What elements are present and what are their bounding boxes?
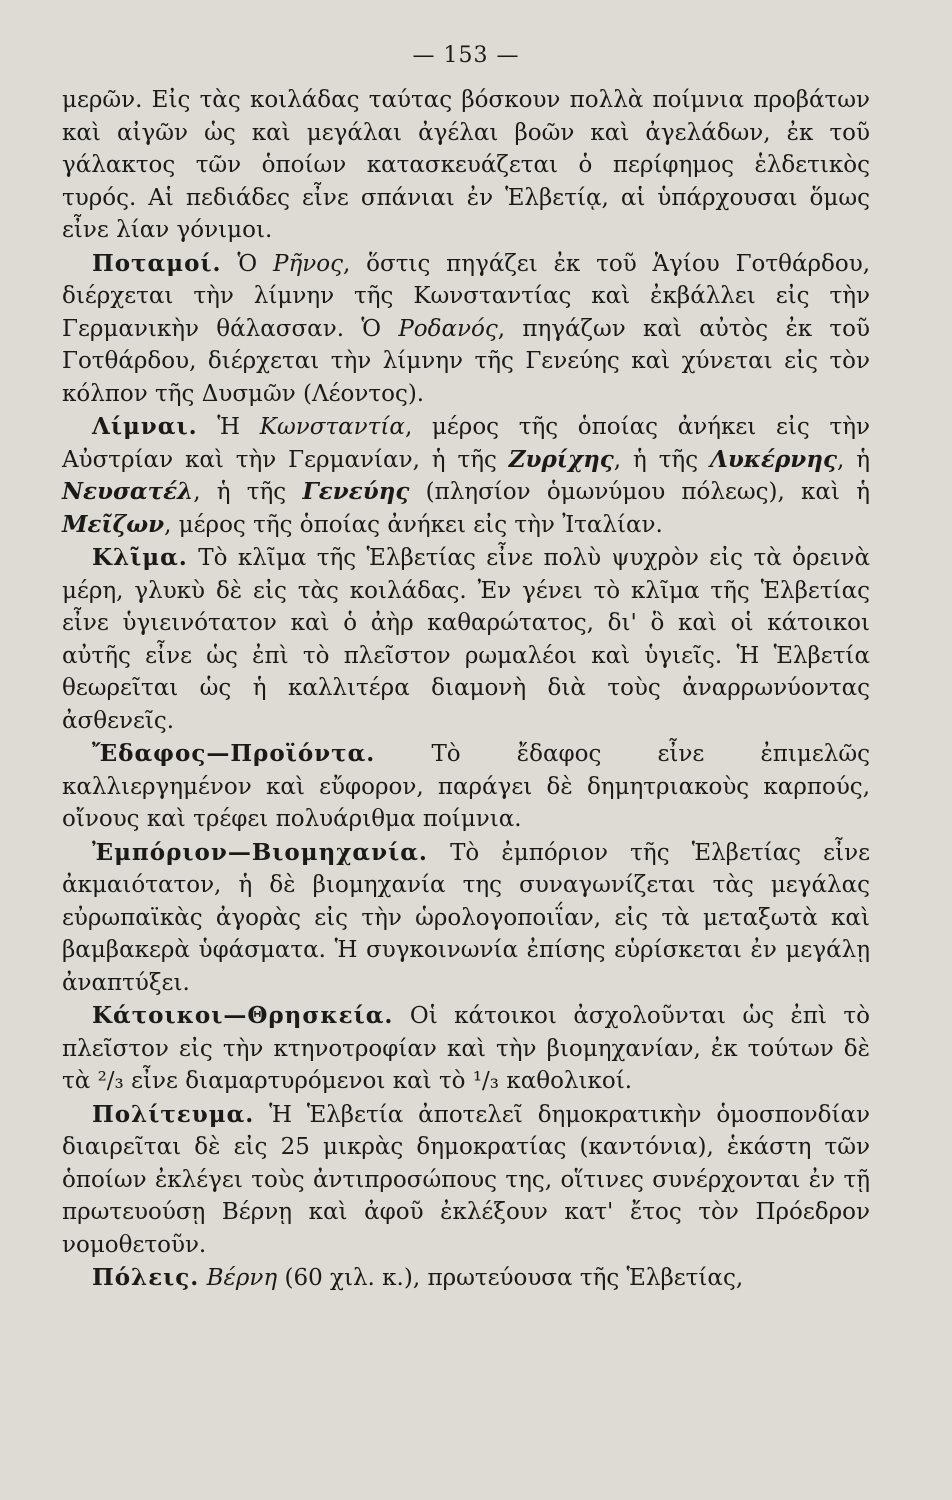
paragraph-text: (60 χιλ. κ.), πρωτεύουσα τῆς Ἑλβετίας, bbox=[277, 1265, 744, 1291]
lake-name-constance: Κωνσταντία bbox=[259, 414, 405, 440]
paragraph-text: Τὸ ἐμπόριον τῆς Ἑλβετίας εἶνε ἀκμαιότατον, ἡ δὲ βιομηχανία της συναγωνίζεται τὰς μεγάλας εὐρωπαϊκὰς ἀγορὰς εἰς τὴν ὡρολογοποιΐαν, εἰς τὰ μεταξωτὰ καὶ βαμβακερὰ ὑφάσματα. Ἡ συγκοινωνία ἐπίσης εὑρίσκεται ἐν μεγάλῃ ἀναπτύξει. bbox=[62, 839, 870, 996]
section-heading-commerce-industry: Ἐμπόριον—Βιομηχανία. bbox=[92, 838, 428, 866]
paragraph-text: Ἡ bbox=[197, 414, 260, 440]
river-name-rhine: Ρῆνος bbox=[273, 250, 343, 277]
paragraph-text: , ὅστις πηγάζει ἐκ τοῦ Ἁγίου Γοτθάρδου, διέρχεται τὴν λίμνην τῆς Κωνσταντίας καὶ ἐκβάλλει εἰς τὴν Γερμανικὴν θάλασσαν. Ὁ bbox=[62, 250, 871, 342]
paragraph-text bbox=[199, 1265, 206, 1291]
lake-name-lucerne: Λυκέρνης bbox=[709, 445, 837, 473]
paragraph-cities bbox=[62, 1262, 870, 1295]
section-heading-inhabitants-religion: Κάτοικοι—Θρησκεία. bbox=[92, 1002, 394, 1029]
paragraph-text: , ἡ τῆς bbox=[193, 479, 303, 505]
paragraph-text: Ὁ bbox=[221, 250, 274, 277]
paragraph-text: , ἡ bbox=[837, 446, 870, 473]
paragraph-soil-products bbox=[62, 738, 870, 836]
paragraph-text: , μέρος τῆς ὁποίας ἀνήκει εἰς τὴν Ἰταλίαν. bbox=[164, 511, 663, 538]
paragraph-text: Ἡ Ἑλβετία ἀποτελεῖ δημοκρατικὴν ὁμοσπονδίαν διαιρεῖται δὲ εἰς 25 μικρὰς δημοκρατίας (καντόνια), ἑκάστη τῶν ὁποίων ἐκλέγει τοὺς ἀντιπροσώπους της, οἵτινες συνέρχονται ἐν τῇ πρωτευούσῃ Βέρνῃ καὶ ἀφοῦ ἐκλέξουν κατ' ἔτος τὸν Πρόεδρον νομοθετοῦν. bbox=[62, 1101, 870, 1258]
paragraph-text: Οἱ κάτοικοι ἀσχολοῦνται ὡς ἐπὶ τὸ πλεῖστον εἰς τὴν κτηνοτροφίαν καὶ τὴν βιομηχανίαν, ἐκ τούτων δὲ τὰ ²/₃ εἶνε διαμαρτυρόμενοι καὶ τὸ ¹/₃ καθολικοί. bbox=[62, 1003, 870, 1094]
section-heading-soil-products: Ἔδαφος—Προϊόντα. bbox=[92, 740, 376, 767]
paragraph-lakes bbox=[62, 411, 870, 541]
paragraph-text: (πλησίον ὁμωνύμου πόλεως), καὶ ἡ bbox=[409, 479, 870, 505]
paragraph-pastures bbox=[62, 84, 870, 247]
section-heading-lakes: Λίμναι. bbox=[92, 413, 198, 440]
lake-name-neuchatel: Νευσατέλ bbox=[62, 478, 194, 505]
section-heading-climate: Κλῖμα. bbox=[92, 544, 188, 571]
paragraph-commerce-industry bbox=[62, 837, 870, 1000]
section-heading-rivers: Ποταμοί. bbox=[92, 249, 222, 277]
paragraph-text: , ἡ τῆς bbox=[613, 446, 710, 473]
paragraph-text: , πηγάζων καὶ αὐτὸς ἐκ τοῦ Γοτθάρδου, διέρχεται τὴν λίμνην τῆς Γενεύης καὶ χύνεται εἰς τὸν κόλπον τῆς Δυσμῶν (Λέοντος). bbox=[62, 315, 870, 407]
city-name-bern: Βέρνη bbox=[206, 1265, 278, 1291]
paragraph-text: μερῶν. Εἰς τὰς κοιλάδας ταύτας βόσκουν πολλὰ ποίμνια προβάτων καὶ αἰγῶν ὡς καὶ μεγάλαι ἀγέλαι βοῶν καὶ ἀγελάδων, ἐκ τοῦ γάλακτος τῶν ὁποίων κατασκευάζεται ὁ περίφημος ἑλδετικὸς τυρός. Αἱ πεδιάδες εἶνε σπάνιαι ἐν Ἑλβετίᾳ, αἱ ὑπάρχουσαι ὅμως εἶνε λίαν γόνιμοι. bbox=[62, 87, 870, 243]
paragraph-government bbox=[62, 1099, 870, 1262]
paragraph-climate bbox=[62, 542, 870, 737]
lake-name-maggiore: Μεῖζων bbox=[62, 510, 165, 538]
lake-name-geneva: Γενεύης bbox=[302, 478, 410, 505]
paragraph-text: , μέρος τῆς ὁποίας ἀνήκει εἰς τὴν Αὐστρίαν καὶ τὴν Γερμανίαν, ἡ τῆς bbox=[62, 414, 870, 473]
paragraph-rivers bbox=[62, 248, 870, 411]
page-number: — 153 — bbox=[412, 43, 520, 68]
section-heading-cities: Πόλεις. bbox=[92, 1264, 200, 1291]
lake-name-zurich: Ζυρίχης bbox=[508, 445, 614, 473]
section-heading-government: Πολίτευμα. bbox=[92, 1100, 255, 1128]
paragraph-text: Τὸ ἔδαφος εἶνε ἐπιμελῶς καλλιεργημένον καὶ εὔφορον, παράγει δὲ δημητριακοὺς καρπούς, οἴνους καὶ τρέφει πολυάριθμα ποίμνια. bbox=[62, 741, 870, 832]
paragraph-inhabitants-religion bbox=[62, 1000, 870, 1098]
river-name-rhone: Ροδανός bbox=[398, 315, 498, 342]
paragraph-text: Τὸ κλῖμα τῆς Ἑλβετίας εἶνε πολὺ ψυχρὸν εἰς τὰ ὀρεινὰ μέρη, γλυκὺ δὲ εἰς τὰς κοιλάδας. Ἐν γένει τὸ κλῖμα τῆς Ἑλβετίας εἶνε ὑγιεινότατον καὶ ὁ ἀὴρ καθαρώτατος, δι' ὃ καὶ οἱ κάτοικοι αὐτῆς εἶνε ὡς ἐπὶ τὸ πλεῖστον ρωμαλέοι καὶ ὑγιεῖς. Ἡ Ἑλβετία θεωρεῖται ὡς ἡ καλλιτέρα διαμονὴ διὰ τοὺς ἀναρρωνύοντας ἀσθενεῖς. bbox=[62, 545, 870, 734]
